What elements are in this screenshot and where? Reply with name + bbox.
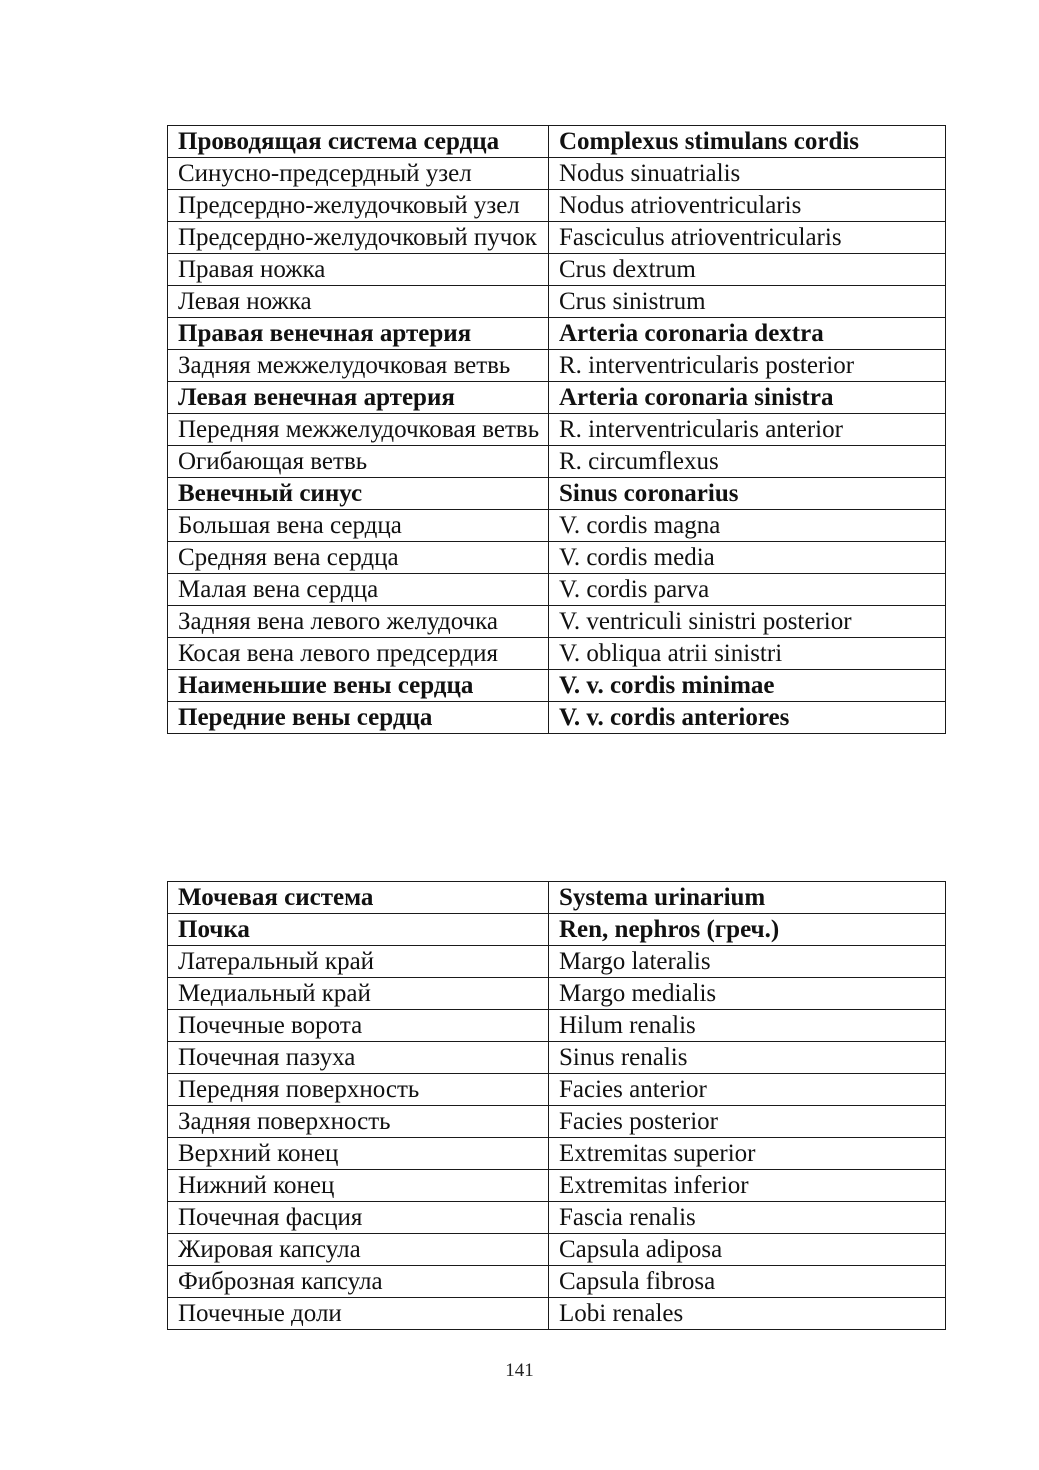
table-row: [168, 882, 946, 914]
table-row: [168, 510, 946, 542]
table-row: [168, 126, 946, 158]
latin-term-cell: Lobi renales: [549, 1298, 946, 1330]
table-row: [168, 382, 946, 414]
latin-term-cell: Facies posterior: [549, 1106, 946, 1138]
latin-term-cell: V. v. cordis minimae: [549, 670, 946, 702]
russian-term-cell: Почка: [168, 914, 549, 946]
table-row: [168, 350, 946, 382]
russian-term-cell: Задняя вена левого желудочка: [168, 606, 549, 638]
russian-term-cell: Передние вены сердца: [168, 702, 549, 734]
table-row: [168, 286, 946, 318]
russian-term-cell: Синусно-предсердный узел: [168, 158, 549, 190]
table-row: [168, 1106, 946, 1138]
latin-term-cell: V. ventriculi sinistri posterior: [549, 606, 946, 638]
russian-term-cell: Медиальный край: [168, 978, 549, 1010]
latin-term-cell: V. cordis parva: [549, 574, 946, 606]
russian-term-cell: Предсердно-желудочковый пучок: [168, 222, 549, 254]
latin-term-cell: Crus dextrum: [549, 254, 946, 286]
page-number: 141: [505, 1360, 534, 1381]
table-row: [168, 190, 946, 222]
russian-term-cell: Почечная пазуха: [168, 1042, 549, 1074]
russian-term-cell: Почечная фасция: [168, 1202, 549, 1234]
table-row: [168, 1298, 946, 1330]
latin-term-cell: Sinus renalis: [549, 1042, 946, 1074]
russian-term-cell: Косая вена левого предсердия: [168, 638, 549, 670]
latin-term-cell: Extremitas inferior: [549, 1170, 946, 1202]
table-row: [168, 318, 946, 350]
russian-term-cell: Латеральный край: [168, 946, 549, 978]
table-row: [168, 446, 946, 478]
russian-term-cell: Наименьшие вены сердца: [168, 670, 549, 702]
russian-term-cell: Почечные доли: [168, 1298, 549, 1330]
latin-term-cell: Margo medialis: [549, 978, 946, 1010]
table-row: [168, 1074, 946, 1106]
table-row: [168, 1266, 946, 1298]
urinary-terms-table: [167, 881, 946, 1330]
russian-term-cell: Задняя межжелудочковая ветвь: [168, 350, 549, 382]
russian-term-cell: Почечные ворота: [168, 1010, 549, 1042]
russian-term-cell: Огибающая ветвь: [168, 446, 549, 478]
latin-term-cell: R. interventricularis anterior: [549, 414, 946, 446]
latin-term-cell: Ren, nephros (греч.): [549, 914, 946, 946]
latin-term-cell: V. cordis media: [549, 542, 946, 574]
table-row: [168, 1170, 946, 1202]
latin-term-cell: Hilum renalis: [549, 1010, 946, 1042]
latin-term-cell: V. v. cordis anteriores: [549, 702, 946, 734]
russian-term-cell: Передняя межжелудочковая ветвь: [168, 414, 549, 446]
latin-term-cell: R. interventricularis posterior: [549, 350, 946, 382]
russian-term-cell: Мочевая система: [168, 882, 549, 914]
latin-term-cell: Extremitas superior: [549, 1138, 946, 1170]
russian-term-cell: Малая вена сердца: [168, 574, 549, 606]
russian-term-cell: Левая венечная артерия: [168, 382, 549, 414]
heart-terms-table: [167, 125, 946, 734]
table-row: [168, 1042, 946, 1074]
table-row: [168, 1202, 946, 1234]
latin-term-cell: Capsula adiposa: [549, 1234, 946, 1266]
latin-term-cell: Facies anterior: [549, 1074, 946, 1106]
latin-term-cell: V. cordis magna: [549, 510, 946, 542]
latin-term-cell: Fascia renalis: [549, 1202, 946, 1234]
table-row: [168, 254, 946, 286]
latin-term-cell: Nodus atrioventricularis: [549, 190, 946, 222]
latin-term-cell: Complexus stimulans cordis: [549, 126, 946, 158]
table-row: [168, 702, 946, 734]
latin-term-cell: Systema urinarium: [549, 882, 946, 914]
russian-term-cell: Предсердно-желудочковый узел: [168, 190, 549, 222]
latin-term-cell: Nodus sinuatrialis: [549, 158, 946, 190]
russian-term-cell: Верхний конец: [168, 1138, 549, 1170]
table-row: [168, 978, 946, 1010]
table-row: [168, 1138, 946, 1170]
table-row: [168, 946, 946, 978]
russian-term-cell: Передняя поверхность: [168, 1074, 549, 1106]
table-row: [168, 1234, 946, 1266]
russian-term-cell: Правая ножка: [168, 254, 549, 286]
russian-term-cell: Задняя поверхность: [168, 1106, 549, 1138]
russian-term-cell: Проводящая система сердца: [168, 126, 549, 158]
table-row: [168, 574, 946, 606]
russian-term-cell: Нижний конец: [168, 1170, 549, 1202]
russian-term-cell: Фиброзная капсула: [168, 1266, 549, 1298]
table-row: [168, 914, 946, 946]
table-row: [168, 670, 946, 702]
latin-term-cell: V. obliqua atrii sinistri: [549, 638, 946, 670]
russian-term-cell: Большая вена сердца: [168, 510, 549, 542]
latin-term-cell: Arteria coronaria sinistra: [549, 382, 946, 414]
latin-term-cell: Crus sinistrum: [549, 286, 946, 318]
latin-term-cell: Sinus coronarius: [549, 478, 946, 510]
latin-term-cell: R. circumflexus: [549, 446, 946, 478]
russian-term-cell: Венечный синус: [168, 478, 549, 510]
latin-term-cell: Arteria coronaria dextra: [549, 318, 946, 350]
latin-term-cell: Fasciculus atrioventricularis: [549, 222, 946, 254]
russian-term-cell: Жировая капсула: [168, 1234, 549, 1266]
latin-term-cell: Margo lateralis: [549, 946, 946, 978]
latin-term-cell: Capsula fibrosa: [549, 1266, 946, 1298]
table-row: [168, 542, 946, 574]
table-row: [168, 478, 946, 510]
table-row: [168, 1010, 946, 1042]
table-row: [168, 414, 946, 446]
table-row: [168, 638, 946, 670]
table-row: [168, 222, 946, 254]
table-row: [168, 158, 946, 190]
russian-term-cell: Левая ножка: [168, 286, 549, 318]
russian-term-cell: Средняя вена сердца: [168, 542, 549, 574]
table-row: [168, 606, 946, 638]
russian-term-cell: Правая венечная артерия: [168, 318, 549, 350]
